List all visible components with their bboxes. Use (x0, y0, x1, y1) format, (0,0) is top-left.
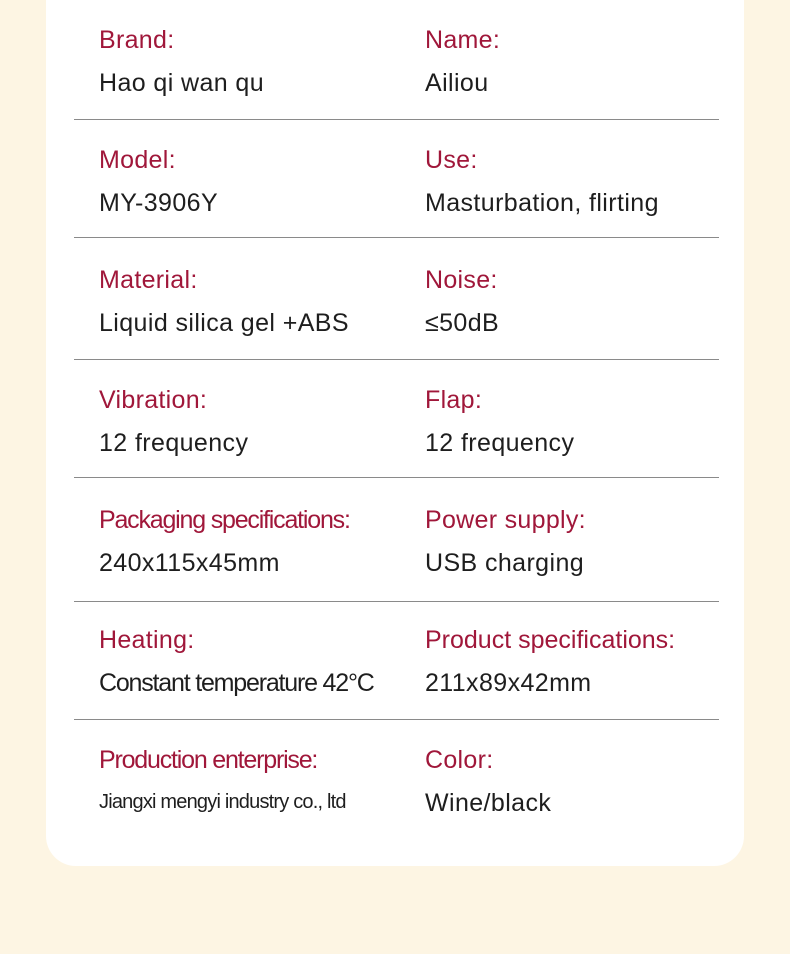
spec-divider (74, 119, 719, 120)
spec-divider (74, 237, 719, 238)
spec-label-packaging: Packaging specifications: (99, 506, 350, 534)
spec-value-flap: 12 frequency (425, 429, 575, 457)
spec-label-power-supply: Power supply: (425, 506, 586, 534)
spec-value-noise: ≤50dB (425, 309, 500, 337)
spec-divider (74, 601, 719, 602)
spec-value-color: Wine/black (425, 789, 552, 817)
spec-label-production-enterprise: Production enterprise: (99, 746, 318, 774)
spec-value-use: Masturbation, flirting (425, 189, 659, 217)
spec-label-model: Model: (99, 146, 176, 174)
spec-label-brand: Brand: (99, 26, 175, 54)
spec-divider (74, 719, 719, 720)
spec-label-noise: Noise: (425, 266, 498, 294)
spec-value-product-specifications: 211x89x42mm (425, 669, 592, 697)
spec-label-vibration: Vibration: (99, 386, 208, 414)
spec-label-name: Name: (425, 26, 501, 54)
spec-label-flap: Flap: (425, 386, 483, 414)
spec-value-production-enterprise: Jiangxi mengyi industry co., ltd (99, 791, 346, 813)
spec-label-color: Color: (425, 746, 494, 774)
spec-label-material: Material: (99, 266, 198, 294)
spec-label-use: Use: (425, 146, 478, 174)
spec-divider (74, 477, 719, 478)
spec-value-packaging: 240x115x45mm (99, 549, 280, 577)
spec-label-product-specifications: Product specifications: (425, 626, 676, 654)
spec-value-vibration: 12 frequency (99, 429, 249, 457)
spec-value-model: MY-3906Y (99, 189, 219, 217)
spec-value-heating: Constant temperature 42°C (99, 669, 374, 697)
spec-value-name: Ailiou (425, 69, 489, 97)
spec-divider (74, 359, 719, 360)
spec-label-heating: Heating: (99, 626, 195, 654)
spec-value-brand: Hao qi wan qu (99, 69, 265, 97)
spec-value-power-supply: USB charging (425, 549, 585, 577)
spec-value-material: Liquid silica gel +ABS (99, 309, 349, 337)
